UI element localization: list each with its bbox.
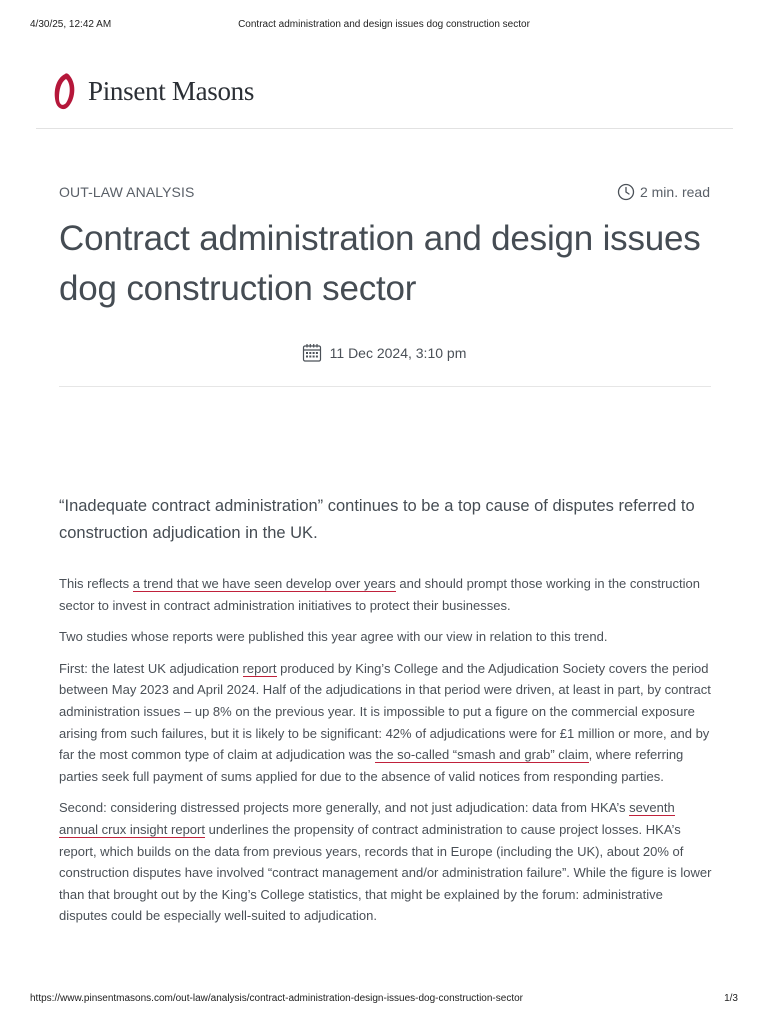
read-time <box>617 183 710 201</box>
print-page-title: Contract administration and design issues dog construction sector <box>238 19 530 30</box>
header-divider <box>36 128 733 129</box>
print-datetime: 4/30/25, 12:42 AM <box>30 19 112 30</box>
read-time-label: 2 min. read <box>639 184 710 200</box>
publish-date <box>0 343 768 363</box>
body-paragraph: Second: considering distressed projects more generally, and not just adjudication: data from HKA’s seventh annual crux insight report underlines the propensity of contract administration to cause project losses. HKA’s report, which builds on the data from previous years, records that in Europe (including the UK), about 20% of construction disputes have involved “contract management and/or administration failure”. While the figure is lower than that brought out by the King’s College statistics, that might be explained by the forum: administrative disputes could be especially well-suited to adjudication. <box>59 800 712 924</box>
body-paragraph: This reflects a trend that we have seen develop over years and should prompt those working in the construction sector to invest in contract administration initiatives to protect their businesses. <box>59 576 700 613</box>
print-url: https://www.pinsentmasons.com/out-law/analysis/contract-administration-design-issues-dog-construction-sector <box>30 993 523 1004</box>
publish-date-label: 11 Dec 2024, 3:10 pm <box>329 345 467 361</box>
pinsent-masons-logo-icon <box>50 71 80 111</box>
crux-insight-report-link[interactable]: seventh annual crux insight report <box>59 800 675 837</box>
brand-name: Pinsent Masons <box>88 75 255 106</box>
adjudication-report-link[interactable]: report <box>242 660 277 676</box>
smash-and-grab-link[interactable]: the so-called “smash and grab” claim <box>375 747 589 763</box>
article-title: Contract administration and design issues dog construction sector <box>59 219 701 308</box>
article-category[interactable]: OUT-LAW ANALYSIS <box>59 184 195 200</box>
body-paragraph: First: the latest UK adjudication report produced by King’s College and the Adjudication Society covers the period between May 2023 and April 2024. Half of the adjudications in that period were driven, at least in part, by contract administration issues – up 8% on the previous year. It is impossible to put a figure on the commercial exposure arising from such failures, but it is likely to be significant: 42% of adjudications were for £1 million or more, and by far the most common type of claim at adjudication was the so-called “smash and grab” claim, where referring parties seek full payment of sums applied for due to the absence of valid notices from responding parties. <box>59 660 711 784</box>
print-header <box>0 19 768 33</box>
meta-divider <box>59 386 711 387</box>
article-lead: “Inadequate contract administration” continues to be a top cause of disputes referred to construction adjudication in the UK. <box>59 497 695 542</box>
body-paragraph: Two studies whose reports were published this year agree with our view in relation to this trend. <box>59 629 608 645</box>
article-body <box>59 573 714 937</box>
clock-icon <box>617 183 635 201</box>
calendar-icon <box>302 343 322 363</box>
print-page-number: 1/3 <box>724 993 738 1004</box>
print-footer <box>0 993 768 1007</box>
trend-link[interactable]: a trend that we have seen develop over years <box>132 576 396 591</box>
brand-logo[interactable] <box>50 70 254 112</box>
